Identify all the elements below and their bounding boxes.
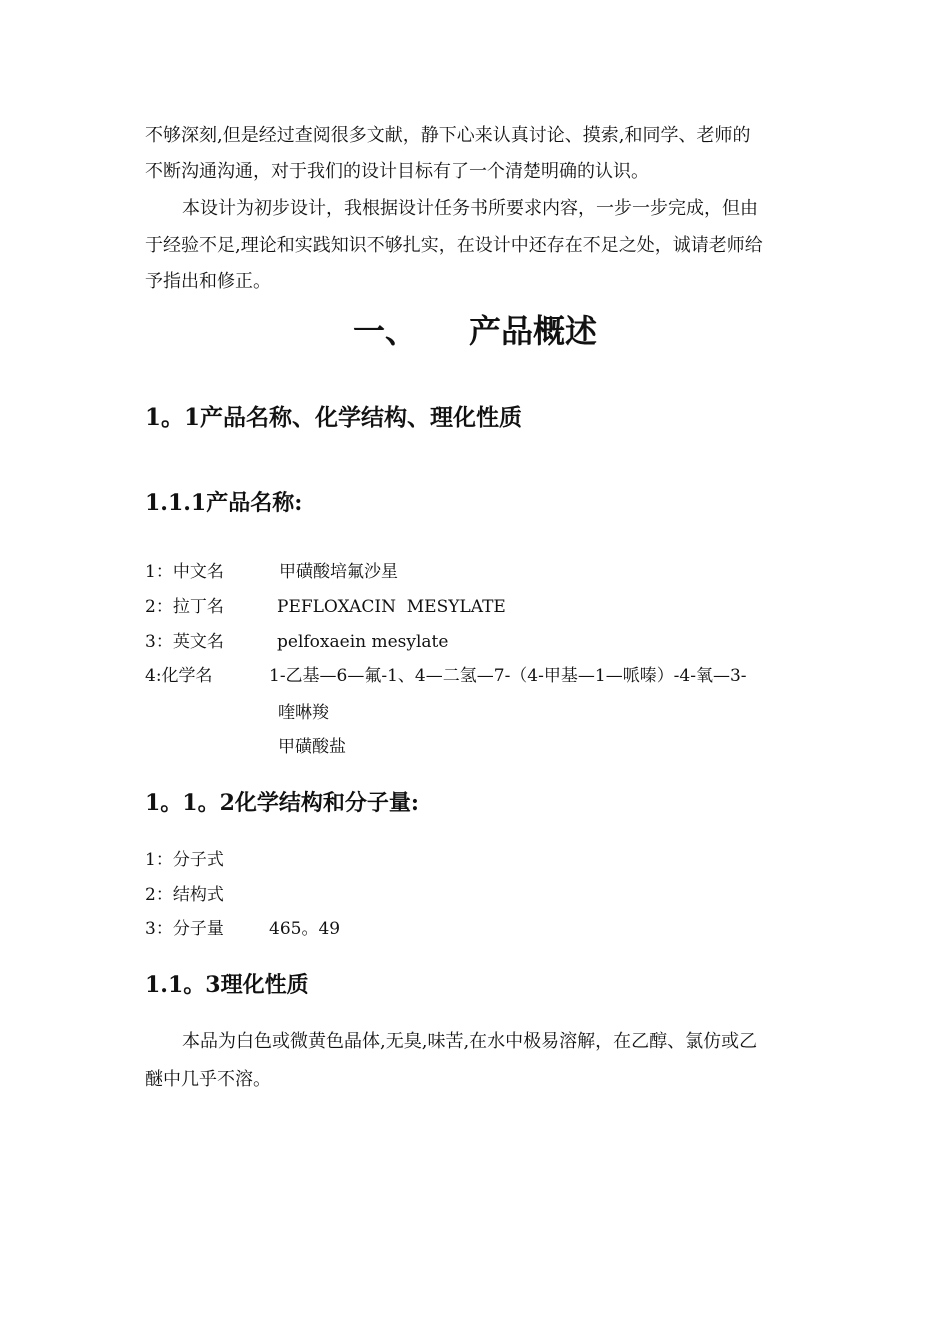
chapter-number: 一、: [352, 312, 417, 350]
chapter-title: 产品概述: [469, 312, 598, 350]
item-label: 3：分子量: [145, 919, 224, 939]
structure-item-weight: [145, 917, 341, 941]
item-value: PEFLOXACIN MESYLATE: [277, 597, 506, 617]
intro-line-2: 不断沟通沟通，对于我们的设计目标有了一个清楚明确的认识。: [145, 161, 649, 182]
intro-line-1: 不够深刻,但是经过查阅很多文献，静下心来认真讨论、摸索,和同学、老师的: [145, 125, 751, 146]
item-label: 4:化学名: [145, 666, 213, 686]
section-heading-1-1-1: 1.1.1产品名称:: [145, 490, 303, 516]
item-label: 2：拉丁名: [145, 597, 224, 617]
chapter-heading: [0, 311, 950, 351]
intro-line-5: 予指出和修正。: [145, 271, 271, 292]
item-label: 2：结构式: [145, 885, 224, 905]
properties-line-2: 醚中几乎不溶。: [145, 1069, 271, 1090]
section-heading-1-1: 1。1产品名称、化学结构、理化性质: [145, 404, 523, 431]
item-value: pelfoxaein mesylate: [277, 632, 449, 652]
properties-line-1: 本品为白色或微黄色晶体,无臭,味苦,在水中极易溶解，在乙醇、氯仿或乙: [182, 1031, 758, 1052]
chemical-name-continuation-1: 喹啉羧: [278, 703, 329, 723]
structure-item-structure: [145, 883, 224, 907]
item-value: 465。49: [269, 919, 341, 939]
section-heading-1-1-2: 1。1。2化学结构和分子量:: [145, 790, 420, 816]
chemical-name-continuation-2: 甲磺酸盐: [278, 737, 346, 757]
item-value: 甲磺酸培氟沙星: [279, 562, 398, 582]
item-label: 1：分子式: [145, 850, 224, 870]
item-label: 3：英文名: [145, 632, 224, 652]
item-label: 1：中文名: [145, 562, 224, 582]
name-item-english: [145, 630, 449, 654]
structure-item-formula: [145, 848, 224, 872]
intro-line-3: 本设计为初步设计，我根据设计任务书所要求内容，一步一步完成，但由: [182, 198, 758, 219]
intro-line-4: 于经验不足,理论和实践知识不够扎实，在设计中还存在不足之处，诚请老师给: [145, 235, 763, 256]
item-value: 1-乙基—6—氟-1、4—二氢—7-（4-甲基—1—哌嗪）-4-氧—3-: [269, 666, 747, 686]
name-item-chemical: [145, 664, 747, 688]
name-item-latin: [145, 595, 506, 619]
section-heading-1-1-3: 1.1。3理化性质: [145, 972, 309, 998]
name-item-chinese: [145, 560, 398, 584]
